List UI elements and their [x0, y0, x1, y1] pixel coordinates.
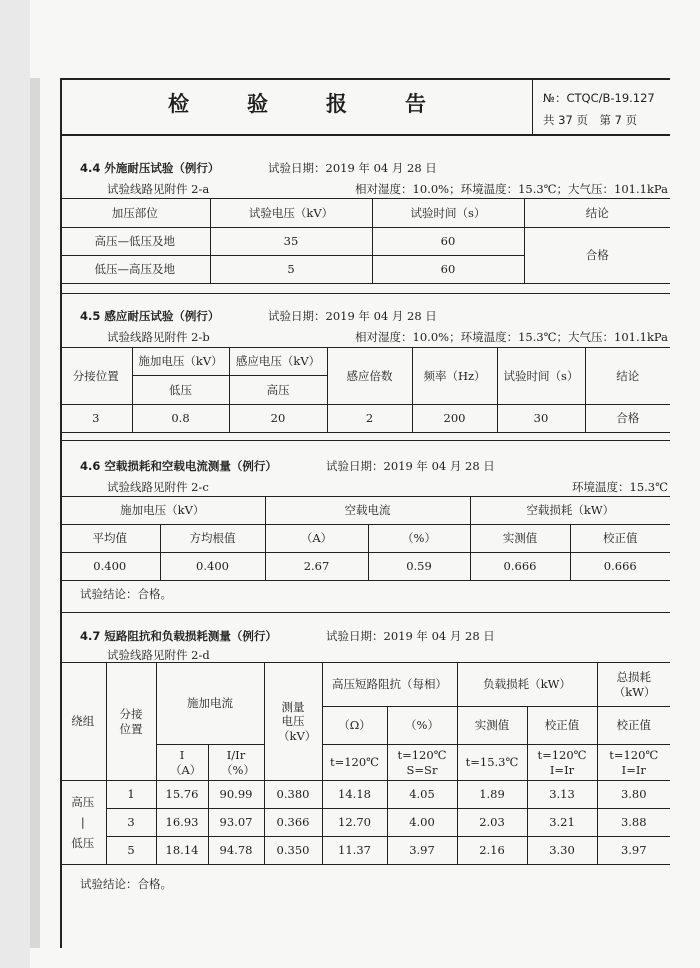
table-cell: 20: [229, 405, 327, 433]
document-number: №：CTQC/B-19.127: [543, 91, 655, 105]
section-4-4-title: 4.4 外施耐压试验（例行）: [80, 161, 220, 175]
header-cell: 空载电流: [265, 497, 470, 525]
table-cell: 93.07: [208, 809, 264, 837]
header-cell: 加压部位: [60, 199, 210, 228]
frame-top-border: [60, 78, 670, 80]
voltage-header-label: 测量电压（kV）: [278, 699, 317, 743]
header-cell: [597, 745, 670, 781]
section-4-6-conclusion: 试验结论：合格。: [80, 587, 172, 601]
table-cell: 0.366: [264, 809, 322, 837]
table-cell: 30: [497, 405, 585, 433]
table-cell: 3.30: [527, 837, 597, 865]
binding-shadow: [30, 78, 40, 948]
section-4-7-title: 4.7 短路阻抗和负载损耗测量（例行）: [80, 629, 277, 643]
section-4-6-date: 试验日期：2019 年 04 月 28 日: [326, 459, 495, 473]
current-label: I=Ir: [549, 762, 575, 777]
header-cell: 低压: [132, 376, 229, 405]
table-cell: 12.70: [322, 809, 387, 837]
header-cell: 结论: [585, 348, 670, 405]
section-4-4-environment: 相对湿度：10.0%；环境温度：15.3℃；大气压：101.1kPa: [355, 182, 668, 196]
header-cell: 实测值: [457, 707, 527, 745]
table-cell: 200: [412, 405, 497, 433]
table-cell: 16.93: [156, 809, 208, 837]
winding-separator: |: [80, 815, 85, 830]
table-cell: 0.666: [470, 553, 570, 581]
table-cell: 5: [106, 837, 156, 865]
header-cell: 负载损耗（kW）: [457, 663, 597, 707]
current-ratio-header-label: I/Ir（%）: [221, 748, 255, 777]
header-cell: （A）: [265, 525, 368, 553]
section-divider: [60, 612, 670, 613]
winding-cell: [60, 781, 106, 865]
header-cell: [597, 663, 670, 707]
temp-label: t=120℃: [537, 748, 587, 763]
header-cell: 试验时间（s）: [372, 199, 524, 228]
table-cell: 5: [210, 256, 372, 284]
conclusion-cell: 合格: [524, 228, 670, 284]
section-4-5-environment: 相对湿度：10.0%；环境温度：15.3℃；大气压：101.1kPa: [355, 330, 668, 344]
header-cell: 高压短路阻抗（每相）: [322, 663, 457, 707]
power-label: S=Sr: [406, 762, 438, 777]
header-cell: 实测值: [470, 525, 570, 553]
section-4-5-circuit: 试验线路见附件 2-b: [107, 330, 210, 344]
header-cell: 施加电压（kV）: [132, 348, 229, 376]
header-cell: [387, 745, 457, 781]
section-4-7-circuit: 试验线路见附件 2-d: [107, 648, 210, 662]
table-4-7: [60, 662, 670, 865]
table-cell: 94.78: [208, 837, 264, 865]
page-count: 共 37 页 第 7 页: [543, 113, 638, 127]
header-cell: [156, 745, 208, 781]
table-cell: 90.99: [208, 781, 264, 809]
header-cell: 校正值: [570, 525, 670, 553]
table-cell: 3.97: [597, 837, 670, 865]
table-cell: 0.400: [160, 553, 265, 581]
header-cell: 施加电压（kV）: [60, 497, 265, 525]
header-cell: 绕组: [60, 663, 106, 781]
table-cell: 14.18: [322, 781, 387, 809]
table-cell: 1.89: [457, 781, 527, 809]
header-cell: 施加电流: [156, 663, 264, 745]
section-divider: [60, 293, 670, 294]
table-cell: 2.67: [265, 553, 368, 581]
header-cell: （Ω）: [322, 707, 387, 745]
total-loss-header-label: 总损耗（kW）: [613, 670, 656, 699]
winding-high: 高压: [71, 794, 95, 809]
table-cell: 11.37: [322, 837, 387, 865]
section-4-7-conclusion: 试验结论：合格。: [80, 877, 172, 891]
header-cell: 结论: [524, 199, 670, 228]
table-cell: 3: [60, 405, 132, 433]
section-4-4-circuit: 试验线路见附件 2-a: [107, 182, 210, 196]
table-cell: 0.8: [132, 405, 229, 433]
table-cell: 15.76: [156, 781, 208, 809]
table-cell: 60: [372, 256, 524, 284]
header-cell: （%）: [368, 525, 470, 553]
section-4-6-environment: 环境温度：15.3℃: [572, 480, 668, 494]
header-cell: t=120℃: [322, 745, 387, 781]
table-cell: 35: [210, 228, 372, 256]
tap-header-label: 分接位置: [119, 707, 143, 736]
header-cell: 试验时间（s）: [497, 348, 585, 405]
current-label: I=Ir: [621, 762, 646, 777]
section-4-7-date: 试验日期：2019 年 04 月 28 日: [326, 629, 495, 643]
header-bottom-border: [60, 134, 670, 136]
table-cell: 4.00: [387, 809, 457, 837]
table-cell: 0.59: [368, 553, 470, 581]
header-cell: [106, 663, 156, 781]
header-cell: 平均值: [60, 525, 160, 553]
table-cell: 3.97: [387, 837, 457, 865]
table-cell: 18.14: [156, 837, 208, 865]
table-cell: 2.03: [457, 809, 527, 837]
table-cell: 2: [327, 405, 412, 433]
current-a-header-label: I（A）: [170, 748, 202, 777]
table-cell: 0.666: [570, 553, 670, 581]
section-4-6-circuit: 试验线路见附件 2-c: [107, 480, 209, 494]
table-cell: 0.400: [60, 553, 160, 581]
table-4-4: [60, 198, 670, 284]
temp-label: t=120℃: [609, 748, 659, 763]
table-cell: 2.16: [457, 837, 527, 865]
section-4-5-title: 4.5 感应耐压试验（例行）: [80, 309, 220, 323]
header-divider: [532, 78, 533, 135]
header-cell: 方均根值: [160, 525, 265, 553]
table-cell: 3.88: [597, 809, 670, 837]
header-cell: 试验电压（kV）: [210, 199, 372, 228]
table-cell: 合格: [585, 405, 670, 433]
section-4-6-title: 4.6 空载损耗和空载电流测量（例行）: [80, 459, 277, 473]
header-cell: 感应倍数: [327, 348, 412, 405]
section-4-4-date: 试验日期：2019 年 04 月 28 日: [268, 161, 437, 175]
header-cell: 分接位置: [60, 348, 132, 405]
table-cell: 低压—高压及地: [60, 256, 210, 284]
header-cell: [208, 745, 264, 781]
table-cell: 0.350: [264, 837, 322, 865]
table-cell: 3.13: [527, 781, 597, 809]
table-cell: 60: [372, 228, 524, 256]
header-cell: 感应电压（kV）: [229, 348, 327, 376]
section-divider: [60, 440, 670, 441]
winding-low: 低压: [71, 835, 95, 850]
header-cell: [264, 663, 322, 781]
temp-label: t=120℃: [397, 748, 447, 763]
table-cell: 3.80: [597, 781, 670, 809]
table-cell: 1: [106, 781, 156, 809]
section-4-5-date: 试验日期：2019 年 04 月 28 日: [268, 309, 437, 323]
header-cell: 高压: [229, 376, 327, 405]
header-cell: 频率（Hz）: [412, 348, 497, 405]
header-cell: [527, 745, 597, 781]
table-4-6: [60, 496, 670, 581]
header-cell: t=15.3℃: [457, 745, 527, 781]
table-cell: 高压—低压及地: [60, 228, 210, 256]
header-cell: 校正值: [597, 707, 670, 745]
report-title: 检验报告: [168, 92, 484, 116]
header-cell: 校正值: [527, 707, 597, 745]
header-cell: （%）: [387, 707, 457, 745]
table-cell: 3: [106, 809, 156, 837]
header-cell: 空载损耗（kW）: [470, 497, 670, 525]
table-cell: 0.380: [264, 781, 322, 809]
table-4-5: [60, 347, 670, 433]
table-cell: 3.21: [527, 809, 597, 837]
table-cell: 4.05: [387, 781, 457, 809]
